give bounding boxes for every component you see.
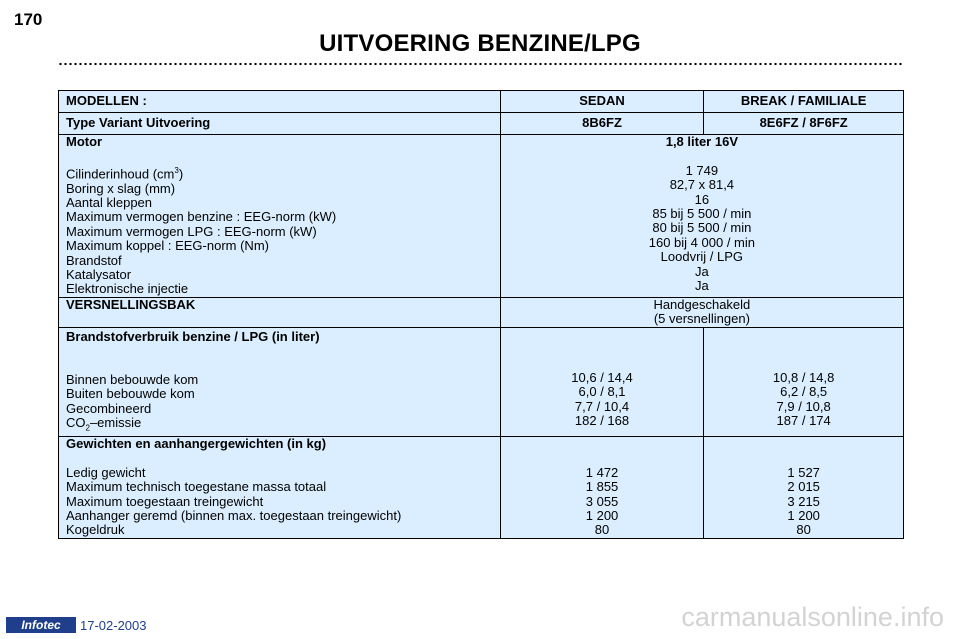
gearbox-section	[59, 297, 904, 327]
motor-section	[59, 135, 904, 298]
gearbox-type: Handgeschakeld	[653, 296, 751, 312]
table-header-row	[59, 91, 904, 113]
list-item: Maximum vermogen LPG : EEG-norm (kW)	[66, 223, 317, 239]
weights-break	[704, 437, 904, 539]
variant-break: 8E6FZ / 8F6FZ	[704, 113, 904, 135]
gearbox-value	[500, 297, 903, 327]
list-item: Maximum technisch toegestane massa totaal	[66, 479, 327, 495]
list-item: 182 / 168	[574, 413, 630, 428]
list-item: 2 015	[787, 479, 820, 495]
consumption-break	[704, 327, 904, 436]
list-item: 82,7 x 81,4	[669, 177, 735, 193]
list-item: 80	[796, 522, 811, 538]
list-item: Ja	[695, 263, 709, 279]
list-item: Loodvrij / LPG	[660, 249, 744, 265]
list-item: 3 215	[787, 493, 820, 509]
list-item: Brandstof	[66, 252, 122, 268]
list-item: 6,0 / 8,1	[578, 384, 626, 400]
weights-labels	[59, 437, 501, 539]
variant-row	[59, 113, 904, 135]
variant-label: Type Variant Uitvoering	[59, 113, 501, 135]
list-item: 1 472	[585, 464, 619, 480]
list-item: 3 055	[585, 493, 619, 509]
list-item: 16	[694, 191, 710, 207]
list-item: Elektronische injectie	[66, 281, 189, 297]
list-item: 7,7 / 10,4	[574, 398, 630, 414]
list-item: 1 855	[585, 479, 619, 495]
list-item: 85 bij 5 500 / min	[652, 206, 752, 222]
weights-section	[59, 437, 904, 539]
watermark: carmanualsonline.info	[681, 602, 944, 632]
list-item: 7,9 / 10,8	[776, 398, 831, 414]
variant-sedan: 8B6FZ	[500, 113, 704, 135]
list-item: 80	[594, 522, 610, 538]
list-item: 1 200	[585, 508, 619, 524]
list-item: 1 527	[787, 464, 820, 480]
gearbox-gears: (5 versnellingen)	[653, 311, 750, 327]
consumption-sedan	[500, 327, 704, 436]
motor-values	[500, 135, 903, 298]
list-item: Gecombineerd	[66, 400, 152, 416]
weights-title: Gewichten en aanhangergewichten (in kg)	[66, 436, 327, 452]
list-item: 10,8 / 14,8	[772, 369, 835, 385]
list-item: 1 200	[787, 508, 820, 524]
gearbox-label	[59, 297, 501, 327]
consumption-labels	[59, 327, 501, 436]
page-title: UITVOERING BENZINE/LPG	[319, 30, 641, 57]
list-item: Aanhanger geremd (binnen max. toegestaan treingewicht)	[66, 508, 402, 524]
list-item: Kogeldruk	[66, 522, 125, 538]
list-item: 10,6 / 14,4	[571, 369, 633, 385]
header-sedan: SEDAN	[500, 91, 704, 113]
motor-labels	[59, 135, 501, 298]
spec-table	[58, 90, 904, 539]
page-number: 170	[14, 10, 43, 29]
motor-engine-name: 1,8 liter 16V	[665, 134, 738, 149]
list-item: 187 / 174	[776, 413, 831, 428]
consumption-title: Brandstofverbruik benzine / LPG (in liter)	[66, 328, 320, 344]
list-item: Ja	[695, 278, 709, 294]
weights-sedan	[500, 437, 704, 539]
list-item: 6,2 / 8,5	[780, 384, 828, 400]
header-models-label: MODELLEN :	[59, 91, 501, 113]
list-item: Boring x slag (mm)	[66, 180, 176, 196]
dotted-divider	[58, 62, 904, 66]
list-item: Buiten bebouwde kom	[66, 386, 195, 402]
motor-title: Motor	[66, 134, 103, 149]
list-item: Ledig gewicht	[66, 464, 146, 480]
list-item: 160 bij 4 000 / min	[648, 234, 755, 250]
list-item: Cilinderinhoud $(cm^3)$	[66, 165, 184, 182]
list-item: Maximum koppel : EEG-norm (Nm)	[66, 238, 269, 254]
footer-date: 17-02-2003	[80, 618, 147, 633]
list-item: Aantal kleppen	[66, 194, 153, 210]
list-item: 1 749	[685, 162, 719, 178]
header-break: BREAK / FAMILIALE	[704, 91, 904, 113]
list-item: Maximum toegestaan treingewicht	[66, 493, 264, 509]
list-item: Binnen bebouwde kom	[66, 371, 199, 387]
gearbox-title: VERSNELLINGSBAK	[66, 296, 196, 312]
list-item: Katalysator	[66, 266, 132, 282]
list-item: 80 bij 5 500 / min	[652, 220, 752, 236]
list-item: Maximum vermogen benzine : EEG-norm (kW)	[66, 209, 337, 225]
list-item: $CO_2$–emissie	[66, 415, 142, 433]
infotec-logo: Infotec	[6, 617, 76, 633]
consumption-section	[59, 327, 904, 436]
